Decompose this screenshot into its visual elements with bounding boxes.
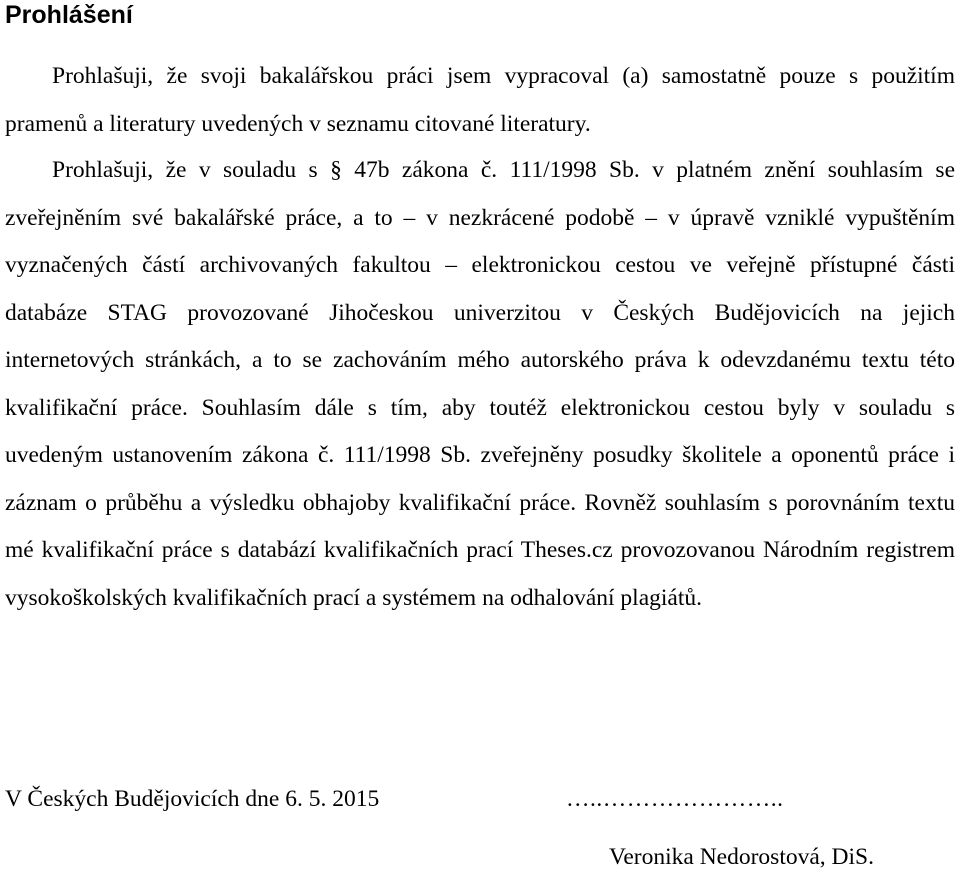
signature-line: …..…………………..	[566, 786, 784, 812]
declaration-paragraph-1: Prohlašuji, že svoji bakalářskou práci jsem vypracoval (a) samostatně pouze s použitím pramenů a literatury uvedených v seznamu citované literatury.	[5, 63, 955, 137]
signature-name: Veronika Nedorostová, DiS.	[609, 844, 874, 870]
page-title: Prohlášení	[5, 1, 133, 29]
declaration-paragraph-2: Prohlašuji, že v souladu s § 47b zákona č. 111/1998 Sb. v platném znění souhlasím se zveřejněním své bakalářské práce, a to – v nezkrácené podobě – v úpravě vzniklé vypuštěním vyznačených částí archivovaných fakultou – elektronickou cestou ve veřejně přístupné části databáze STAG provozované Jihočeskou univerzitou v Českých Budějovicích na jejich internetových stránkách, a to se zachováním mého autorského práva k odevzdanému textu této kvalifikační práce. Souhlasím dále s tím, aby toutéž elektronickou cestou byly v souladu s uvedeným ustanovením zákona č. 111/1998 Sb. zveřejněny posudky školitele a oponentů práce i záznam o průběhu a výsledku obhajoby kvalifikační práce. Rovněž souhlasím s porovnáním textu mé kvalifikační práce s databází kvalifikačních prací Theses.cz provozovanou Národním registrem vysokoškolských kvalifikačních prací a systémem na odhalování plagiátů.	[5, 157, 955, 611]
signature-place-date: V Českých Budějovicích dne 6. 5. 2015	[5, 786, 380, 812]
